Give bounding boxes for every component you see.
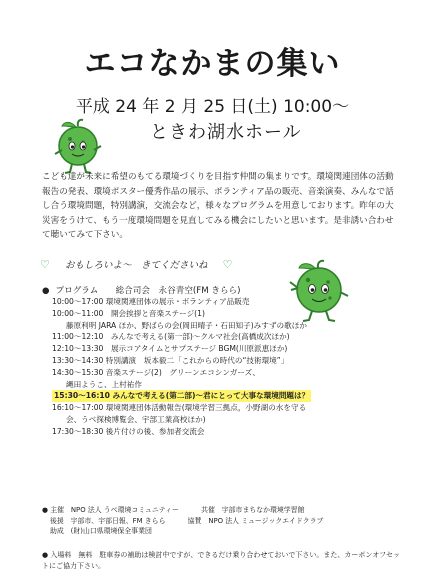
schedule-item: 12:10～13:30 展示コアタイムとサプステージ BGM(川原派恵ほか) <box>52 344 288 354</box>
intro-text: こども達が未来に希望のもてる環境づくりを目指す仲間の集まりです。環境関連団体の活動報告の発表、環境ポスター優秀作品の展示、ボランティア品の販売、音楽演奏、みんなで話し合う環境問題，特別講演，交流会など，様々なプログラムを用意しております。昨年の大災害をうけて、もう一度環境問題を見直してみる機会にしたいと思います。是非誘い合わせて聴いてみて下さい。 <box>42 172 394 240</box>
schedule-item: 会、うべ探検博覧会、宇部工業高校ほか) <box>66 414 206 424</box>
grant: 助成 (財)山口県環境保全事業団 <box>50 527 152 535</box>
schedule-item: 14:30～15:30 音楽ステージ(2) グリーンエコシンガーズ、 <box>52 367 261 377</box>
bullet-icon: ● <box>42 286 50 296</box>
highlighted-schedule-item: 15:30～16:10 みんなで考える(第二部)～君にとって大事な環境問題は？ <box>54 391 310 401</box>
schedule-item: 16:10～17:00 環境関連団体活動報告(環境学習三拠点，小野湖の水を守る <box>52 403 307 413</box>
tagline-text: おもしろいよ～ きてくださいね <box>64 260 208 271</box>
schedule-item: 10:00～17:00 環境関連団体の展示・ボランティア品販売 <box>52 297 250 306</box>
eco-mascot-left-icon <box>52 118 104 176</box>
admission-text: 入場料 無料 駐車券の補助は検討中ですが、できるだけ乗り合わせておいで下さい。また、カーボンオフセットにご協力下さい。 <box>42 551 401 570</box>
event-date: 平成 24 年 2 月 25 日(土) 10:00～ <box>75 97 350 117</box>
co-organizer: 共催 宇部市まちなか環境学習館 <box>201 506 305 514</box>
page-title: エコなかまの集い <box>84 46 341 82</box>
bullet-icon: ● <box>42 506 49 514</box>
schedule-item: 17:30～18:30 後片付けの後、参加者交流会 <box>52 426 205 436</box>
heart-icon: ♡ <box>222 258 233 271</box>
heart-icon: ♡ <box>40 258 50 271</box>
schedule-item: 13:30～14:30 特別講演 坂本毅二「これからの時代の“技術環境”」 <box>52 355 289 365</box>
bullet-icon: ● <box>42 551 49 559</box>
sponsors <box>42 505 412 537</box>
supporters: 後援 宇部市、宇部日報、FM きらら <box>50 516 166 525</box>
program-header-text: プログラム 総合司会 永谷青空(FM きらら) <box>55 286 241 296</box>
admission-info <box>42 550 402 572</box>
schedule-item: 11:00～12:10 みんなで考える(第一部)～クルマ社会(高橋成次ほか) <box>52 332 290 342</box>
organizer: 主催 NPO 法人 うべ環境コミュニティー <box>50 506 179 514</box>
tagline <box>40 257 290 271</box>
schedule-item: 藤原利明 JARA ほか、野ばらの会(岡田晴子・石田知子)みすずの歌ほか <box>66 320 307 330</box>
schedule-item: 縄田ようこ、上村祐作 <box>66 379 142 389</box>
venue: ときわ湖水ホール <box>150 122 302 143</box>
program-header <box>42 284 241 296</box>
cooperation: 協賛 NPO 法人 ミュージックエイドクラブ <box>187 516 324 525</box>
schedule-list <box>52 296 412 438</box>
schedule-item: 10:00～11:00 開会挨拶と音楽ステージ(1) <box>52 308 205 318</box>
